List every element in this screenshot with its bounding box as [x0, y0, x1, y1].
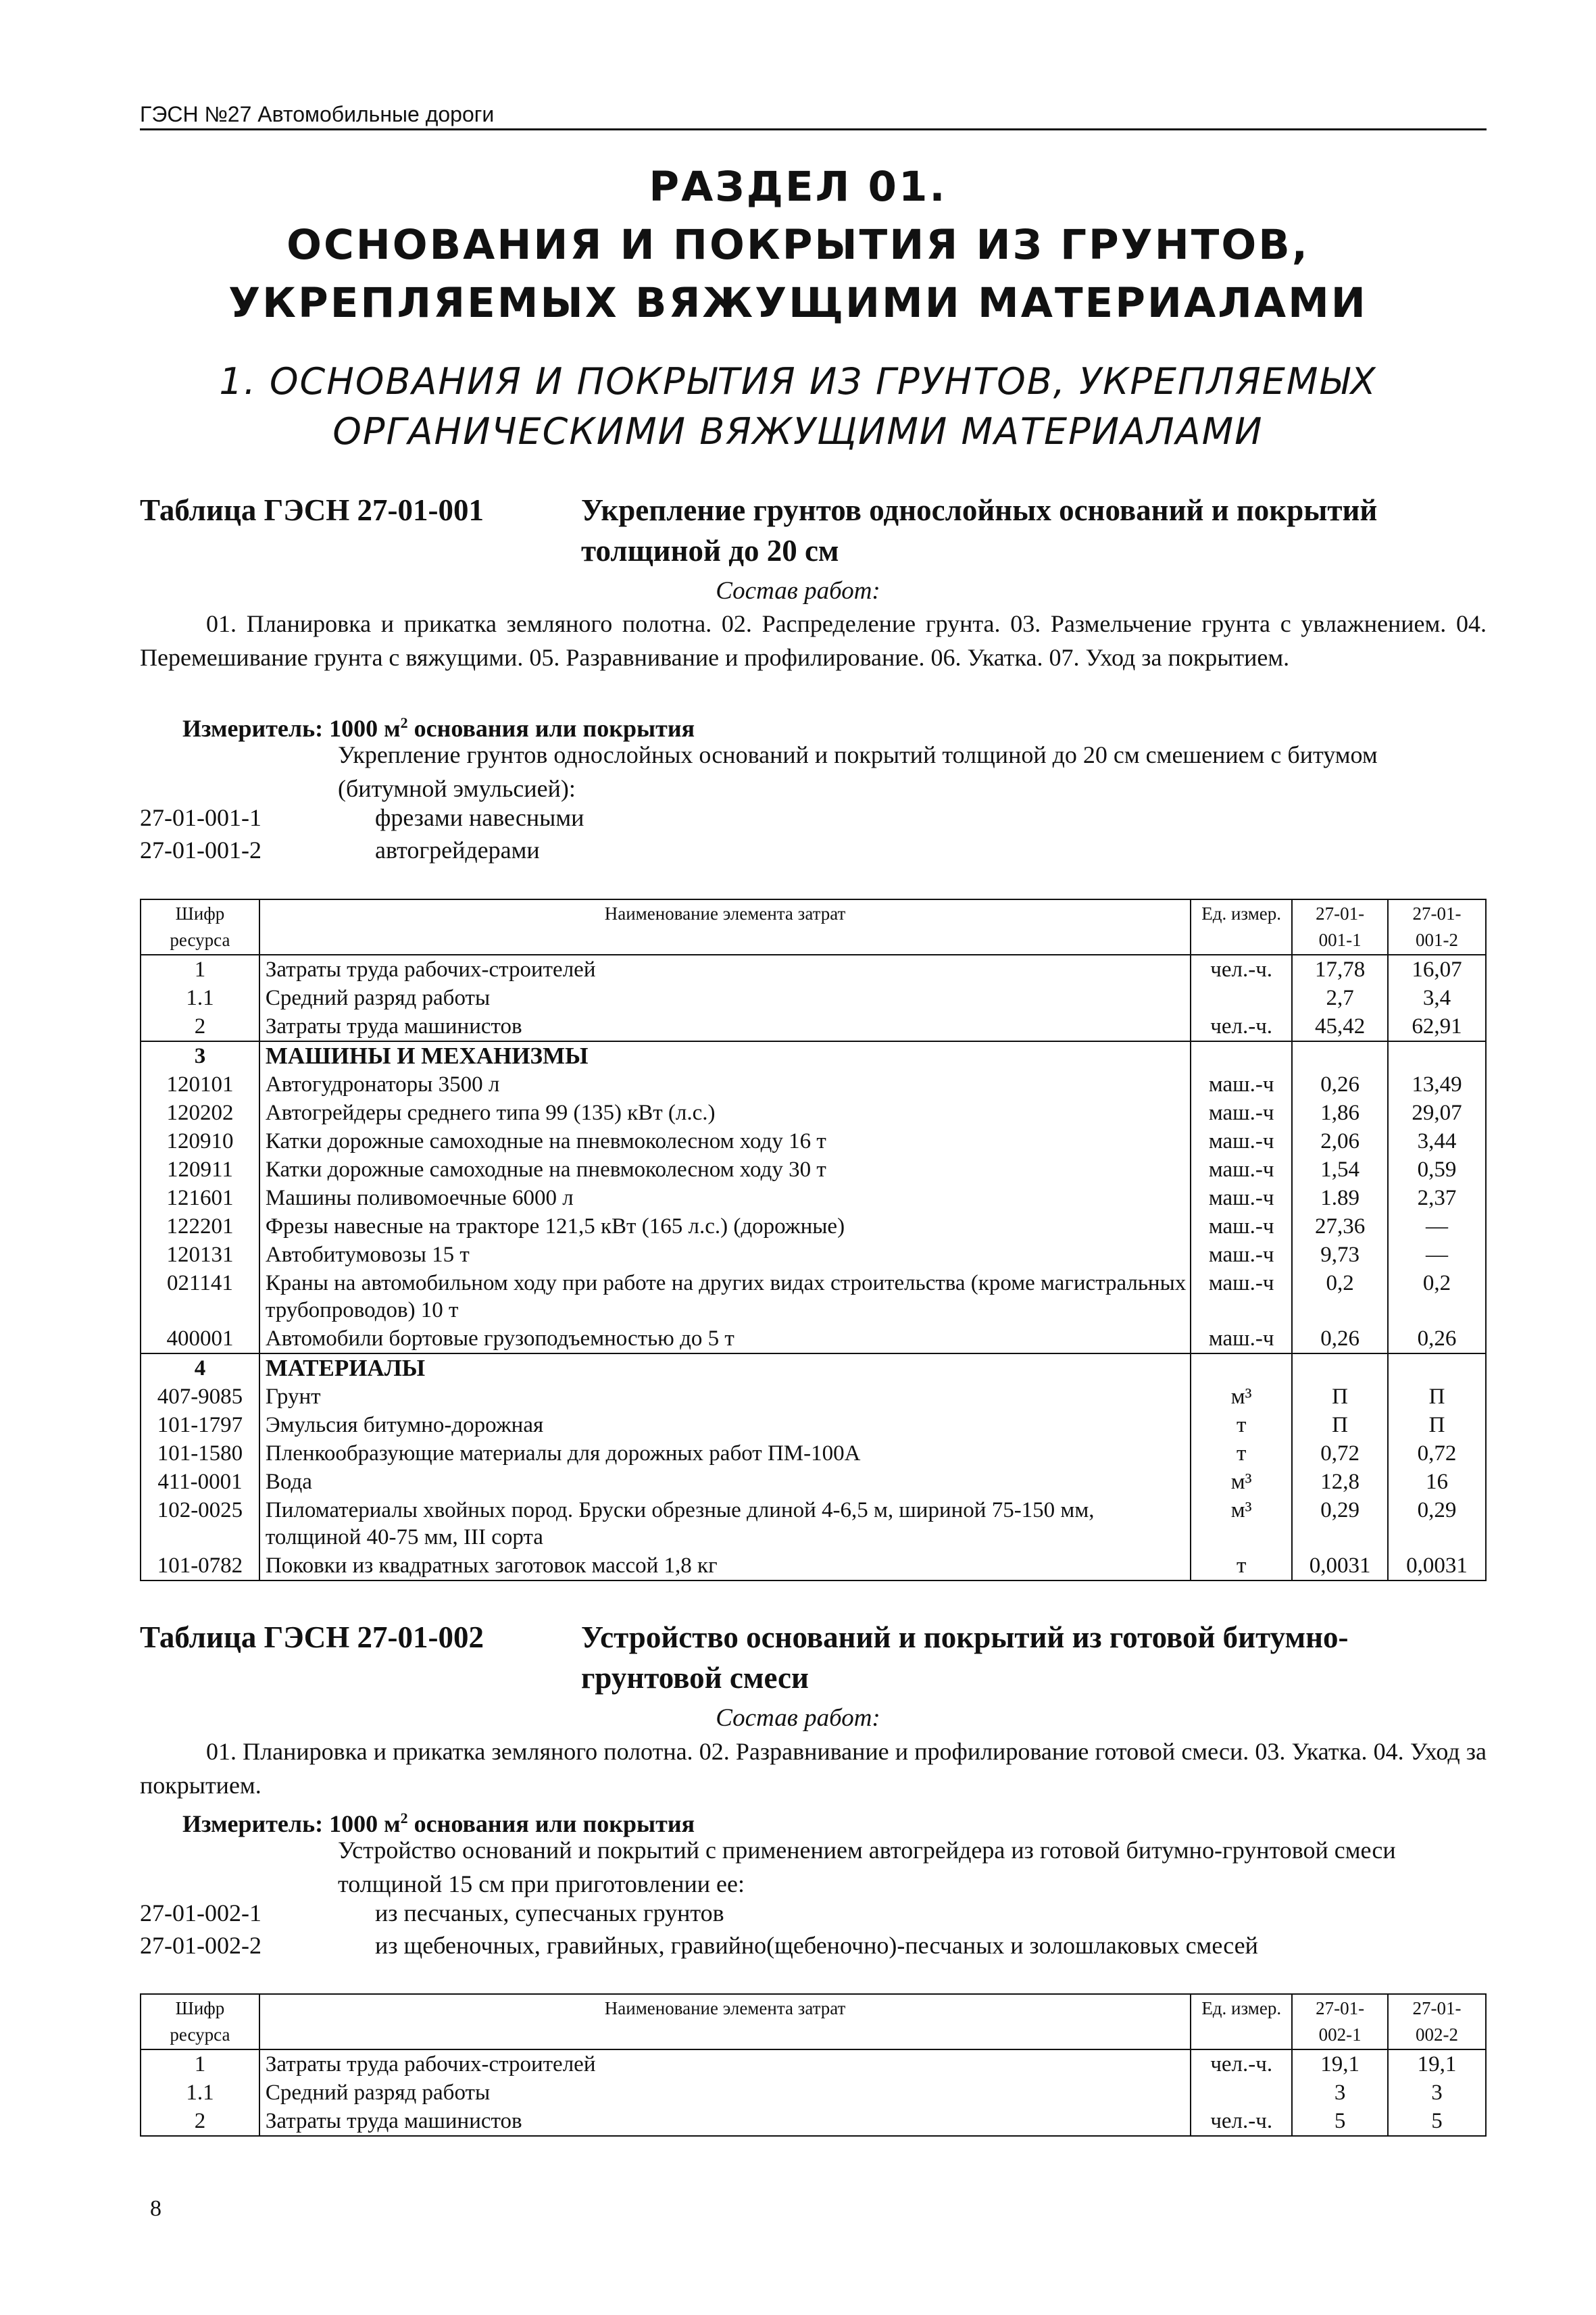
row-value-2: 3,4 [1388, 984, 1486, 1012]
table-row [141, 1012, 1486, 1041]
row-unit [1191, 1041, 1292, 1070]
row-unit: чел.-ч. [1191, 955, 1292, 984]
row-name: Затраты труда машинистов [259, 2107, 1191, 2136]
section-title-line-2: ОСНОВАНИЯ И ПОКРЫТИЯ ИЗ ГРУНТОВ, [286, 221, 1310, 269]
row-unit: чел.-ч. [1191, 2049, 1292, 2078]
row-value-2: 0,26 [1388, 1324, 1486, 1353]
row-value-1: 0,26 [1292, 1070, 1388, 1099]
header-variant-2: 27-01- 002-2 [1388, 1994, 1486, 2049]
row-code: 121601 [141, 1184, 259, 1212]
row-unit: м³ [1191, 1496, 1292, 1551]
row-name: Автобитумовозы 15 т [259, 1241, 1191, 1269]
row-value-1: 17,78 [1292, 955, 1388, 984]
row-code: 120131 [141, 1241, 259, 1269]
row-value-1: 19,1 [1292, 2049, 1388, 2078]
row-code: 101-1580 [141, 1439, 259, 1468]
row-name: Грунт [259, 1383, 1191, 1411]
header-unit: Ед. измер. [1191, 899, 1292, 955]
row-code: 120101 [141, 1070, 259, 1099]
table-row [141, 1127, 1486, 1155]
row-value-1: 2,06 [1292, 1127, 1388, 1155]
subsection-title-line-1: 1. ОСНОВАНИЯ И ПОКРЫТИЯ ИЗ ГРУНТОВ, УКРЕПЛЯЕМЫХ [219, 360, 1377, 403]
table-1-variant-code-2: 27-01-001-2 [140, 837, 261, 864]
row-unit [1191, 1353, 1292, 1383]
row-unit: маш.-ч [1191, 1070, 1292, 1099]
table-row [141, 1383, 1486, 1411]
row-value-2: — [1388, 1212, 1486, 1241]
row-value-2: П [1388, 1411, 1486, 1439]
row-value-1 [1292, 1353, 1388, 1383]
row-code: 1.1 [141, 2078, 259, 2107]
row-value-1: 12,8 [1292, 1468, 1388, 1496]
row-code: 122201 [141, 1212, 259, 1241]
row-value-2: 0,72 [1388, 1439, 1486, 1468]
row-value-2 [1388, 1353, 1486, 1383]
row-value-2: 5 [1388, 2107, 1486, 2136]
row-value-2: 62,91 [1388, 1012, 1486, 1041]
table-row [141, 1184, 1486, 1212]
row-value-2: 29,07 [1388, 1099, 1486, 1127]
row-value-1: 27,36 [1292, 1212, 1388, 1241]
header-code: Шифр ресурса [141, 1994, 259, 2049]
table-2-variant-name-2: из щебеночных, гравийных, гравийно(щебеночно)-песчаных и золошлаковых смесей [375, 1932, 1258, 1959]
row-value-1: 1,86 [1292, 1099, 1388, 1127]
row-code: 102-0025 [141, 1496, 259, 1551]
table-row [141, 1269, 1486, 1324]
row-name: Катки дорожные самоходные на пневмоколесном ходу 16 т [259, 1127, 1191, 1155]
row-value-2: 3,44 [1388, 1127, 1486, 1155]
row-value-1: 3 [1292, 2078, 1388, 2107]
header-variant-2: 27-01- 001-2 [1388, 899, 1486, 955]
row-name: Краны на автомобильном ходу при работе на других видах строительства (кроме магистральных трубопроводов) 10 т [259, 1269, 1191, 1324]
row-value-2 [1388, 1041, 1486, 1070]
row-value-1: 1,54 [1292, 1155, 1388, 1184]
header-code: Шифр ресурса [141, 899, 259, 955]
row-value-1 [1292, 1041, 1388, 1070]
table-row [141, 1411, 1486, 1439]
row-unit [1191, 984, 1292, 1012]
row-name: Автогрейдеры среднего типа 99 (135) кВт (л.с.) [259, 1099, 1191, 1127]
row-value-1: 0,26 [1292, 1324, 1388, 1353]
row-value-1: 2,7 [1292, 984, 1388, 1012]
row-unit: маш.-ч [1191, 1184, 1292, 1212]
table-row [141, 1212, 1486, 1241]
row-unit: маш.-ч [1191, 1241, 1292, 1269]
page-number: 8 [150, 2196, 161, 2221]
row-value-2: 0,59 [1388, 1155, 1486, 1184]
row-code: 120911 [141, 1155, 259, 1184]
row-name: Средний разряд работы [259, 984, 1191, 1012]
table-row [141, 2107, 1486, 2136]
row-value-2: 16,07 [1388, 955, 1486, 984]
row-code: 3 [141, 1041, 259, 1070]
section-title-line-3: УКРЕПЛЯЕМЫХ ВЯЖУЩИМИ МАТЕРИАЛАМИ [228, 279, 1368, 327]
running-header: ГЭСН №27 Автомобильные дороги [140, 100, 1487, 130]
row-unit: т [1191, 1439, 1292, 1468]
table-1-variant-code-1: 27-01-001-1 [140, 804, 261, 831]
row-name: МАТЕРИАЛЫ [259, 1353, 1191, 1383]
row-code: 411-0001 [141, 1468, 259, 1496]
table-1-meter: Измеритель: 1000 $м^2$ основания или покрытия [182, 714, 695, 742]
table-row [141, 2049, 1486, 2078]
table-row [141, 1496, 1486, 1551]
row-code: 1.1 [141, 984, 259, 1012]
table-row [141, 1324, 1486, 1353]
row-code: 021141 [141, 1269, 259, 1324]
row-code: 400001 [141, 1324, 259, 1353]
row-value-1: 9,73 [1292, 1241, 1388, 1269]
row-unit: маш.-ч [1191, 1127, 1292, 1155]
row-value-1: 5 [1292, 2107, 1388, 2136]
table-header-row [141, 899, 1486, 955]
row-value-1: 45,42 [1292, 1012, 1388, 1041]
row-name: Затраты труда рабочих-строителей [259, 955, 1191, 984]
header-name: Наименование элемента затрат [259, 1994, 1191, 2049]
table-row [141, 2078, 1486, 2107]
row-value-2: 19,1 [1388, 2049, 1486, 2078]
row-value-1: П [1292, 1411, 1388, 1439]
row-value-2: 0,2 [1388, 1269, 1486, 1324]
section-title-line-1: РАЗДЕЛ 01. [649, 163, 947, 211]
row-code: 2 [141, 1012, 259, 1041]
table-1-intro: Укрепление грунтов однослойных оснований и покрытий толщиной до 20 см смешением с битумом (битумной эмульсией): [338, 741, 1378, 802]
row-value-2: П [1388, 1383, 1486, 1411]
table-row [141, 1439, 1486, 1468]
row-name: Пленкообразующие материалы для дорожных работ ПМ-100А [259, 1439, 1191, 1468]
row-value-1: П [1292, 1383, 1388, 1411]
table-row [141, 1070, 1486, 1099]
row-unit: маш.-ч [1191, 1099, 1292, 1127]
row-unit: м³ [1191, 1383, 1292, 1411]
row-code: 4 [141, 1353, 259, 1383]
row-code: 1 [141, 2049, 259, 2078]
row-name: Автомобили бортовые грузоподъемностью до 5 т [259, 1324, 1191, 1353]
row-value-2: — [1388, 1241, 1486, 1269]
table-header-row [141, 1994, 1486, 2049]
table-group-row [141, 1041, 1486, 1070]
table-2-intro: Устройство оснований и покрытий с применением автогрейдера из готовой битумно-грунтовой смеси толщиной 15 см при приготовлении ее: [338, 1837, 1396, 1897]
header-unit: Ед. измер. [1191, 1994, 1292, 2049]
table-2-composition-label: Состав работ: [716, 1704, 880, 1732]
row-unit: чел.-ч. [1191, 2107, 1292, 2136]
row-name: Эмульсия битумно-дорожная [259, 1411, 1191, 1439]
row-name: Затраты труда машинистов [259, 1012, 1191, 1041]
row-value-1: 1.89 [1292, 1184, 1388, 1212]
table-2-caption: Устройство оснований и покрытий из готовой битумно-грунтовой смеси [581, 1620, 1349, 1695]
row-value-2: 0,29 [1388, 1496, 1486, 1551]
row-unit: маш.-ч [1191, 1212, 1292, 1241]
row-unit: маш.-ч [1191, 1324, 1292, 1353]
row-name: Поковки из квадратных заготовок массой 1,8 кг [259, 1551, 1191, 1580]
row-unit: маш.-ч [1191, 1269, 1292, 1324]
row-code: 101-1797 [141, 1411, 259, 1439]
row-name: Вода [259, 1468, 1191, 1496]
subsection-title-line-2: ОРГАНИЧЕСКИМИ ВЯЖУЩИМИ МАТЕРИАЛАМИ [332, 410, 1264, 453]
table-row [141, 1468, 1486, 1496]
table-1-composition-text: 01. Планировка и прикатка земляного полотна. 02. Распределение грунта. 03. Размельчение грунта с увлажнением. 04. Перемешивание грунта с вяжущими. 05. Разравнивание и профилирование. 06. Укатка. 07. Уход за покрытием. [140, 610, 1487, 671]
table-row [141, 1099, 1486, 1127]
row-unit: м³ [1191, 1468, 1292, 1496]
row-name: Фрезы навесные на тракторе 121,5 кВт (165 л.с.) (дорожные) [259, 1212, 1191, 1241]
row-value-1: 0,0031 [1292, 1551, 1388, 1580]
row-code: 1 [141, 955, 259, 984]
row-name: Затраты труда рабочих-строителей [259, 2049, 1191, 2078]
table-1-label: Таблица ГЭСН 27-01-001 [140, 493, 484, 527]
row-unit: чел.-ч. [1191, 1012, 1292, 1041]
row-unit [1191, 2078, 1292, 2107]
row-value-1: 0,29 [1292, 1496, 1388, 1551]
row-name: Пиломатериалы хвойных пород. Бруски обрезные длиной 4-6,5 м, шириной 75-150 мм, толщиной 40-75 мм, III сорта [259, 1496, 1191, 1551]
row-code: 101-0782 [141, 1551, 259, 1580]
table-2-variant-name-1: из песчаных, супесчаных грунтов [375, 1899, 724, 1926]
table-row [141, 1551, 1486, 1580]
row-code: 120202 [141, 1099, 259, 1127]
row-name: Средний разряд работы [259, 2078, 1191, 2107]
row-value-2: 16 [1388, 1468, 1486, 1496]
table-2-variant-code-1: 27-01-002-1 [140, 1899, 261, 1926]
row-code: 407-9085 [141, 1383, 259, 1411]
table-row [141, 1241, 1486, 1269]
row-name: Машины поливомоечные 6000 л [259, 1184, 1191, 1212]
table-row [141, 955, 1486, 984]
row-name: Катки дорожные самоходные на пневмоколесном ходу 30 т [259, 1155, 1191, 1184]
table-group-row [141, 1353, 1486, 1383]
row-unit: т [1191, 1551, 1292, 1580]
table-2-variant-code-2: 27-01-002-2 [140, 1932, 261, 1959]
header-variant-1: 27-01- 002-1 [1292, 1994, 1388, 2049]
table-1-caption: Укрепление грунтов однослойных оснований и покрытий толщиной до 20 см [581, 493, 1378, 568]
row-unit: т [1191, 1411, 1292, 1439]
table-1-variant-name-1: фрезами навесными [375, 804, 584, 831]
header-name: Наименование элемента затрат [259, 899, 1191, 955]
table-1-composition-label: Состав работ: [716, 577, 880, 605]
table-2-label: Таблица ГЭСН 27-01-002 [140, 1620, 484, 1654]
table-2-meter: Измеритель: 1000 $м^2$ основания или покрытия [182, 1810, 695, 1837]
row-value-2: 3 [1388, 2078, 1486, 2107]
row-code: 2 [141, 2107, 259, 2136]
header-variant-1: 27-01- 001-1 [1292, 899, 1388, 955]
table-row [141, 1155, 1486, 1184]
row-value-2: 2,37 [1388, 1184, 1486, 1212]
resource-table-1 [140, 899, 1487, 1581]
row-value-2: 0,0031 [1388, 1551, 1486, 1580]
row-name: Автогудронаторы 3500 л [259, 1070, 1191, 1099]
row-value-1: 0,72 [1292, 1439, 1388, 1468]
row-value-1: 0,2 [1292, 1269, 1388, 1324]
table-1-variant-name-2: автогрейдерами [375, 837, 540, 864]
row-name: МАШИНЫ И МЕХАНИЗМЫ [259, 1041, 1191, 1070]
row-value-2: 13,49 [1388, 1070, 1486, 1099]
table-row [141, 984, 1486, 1012]
row-unit: маш.-ч [1191, 1155, 1292, 1184]
resource-table-2 [140, 1993, 1487, 2137]
row-code: 120910 [141, 1127, 259, 1155]
table-2-composition-text: 01. Планировка и прикатка земляного полотна. 02. Разравнивание и профилирование готовой смеси. 03. Укатка. 04. Уход за покрытием. [140, 1738, 1487, 1799]
